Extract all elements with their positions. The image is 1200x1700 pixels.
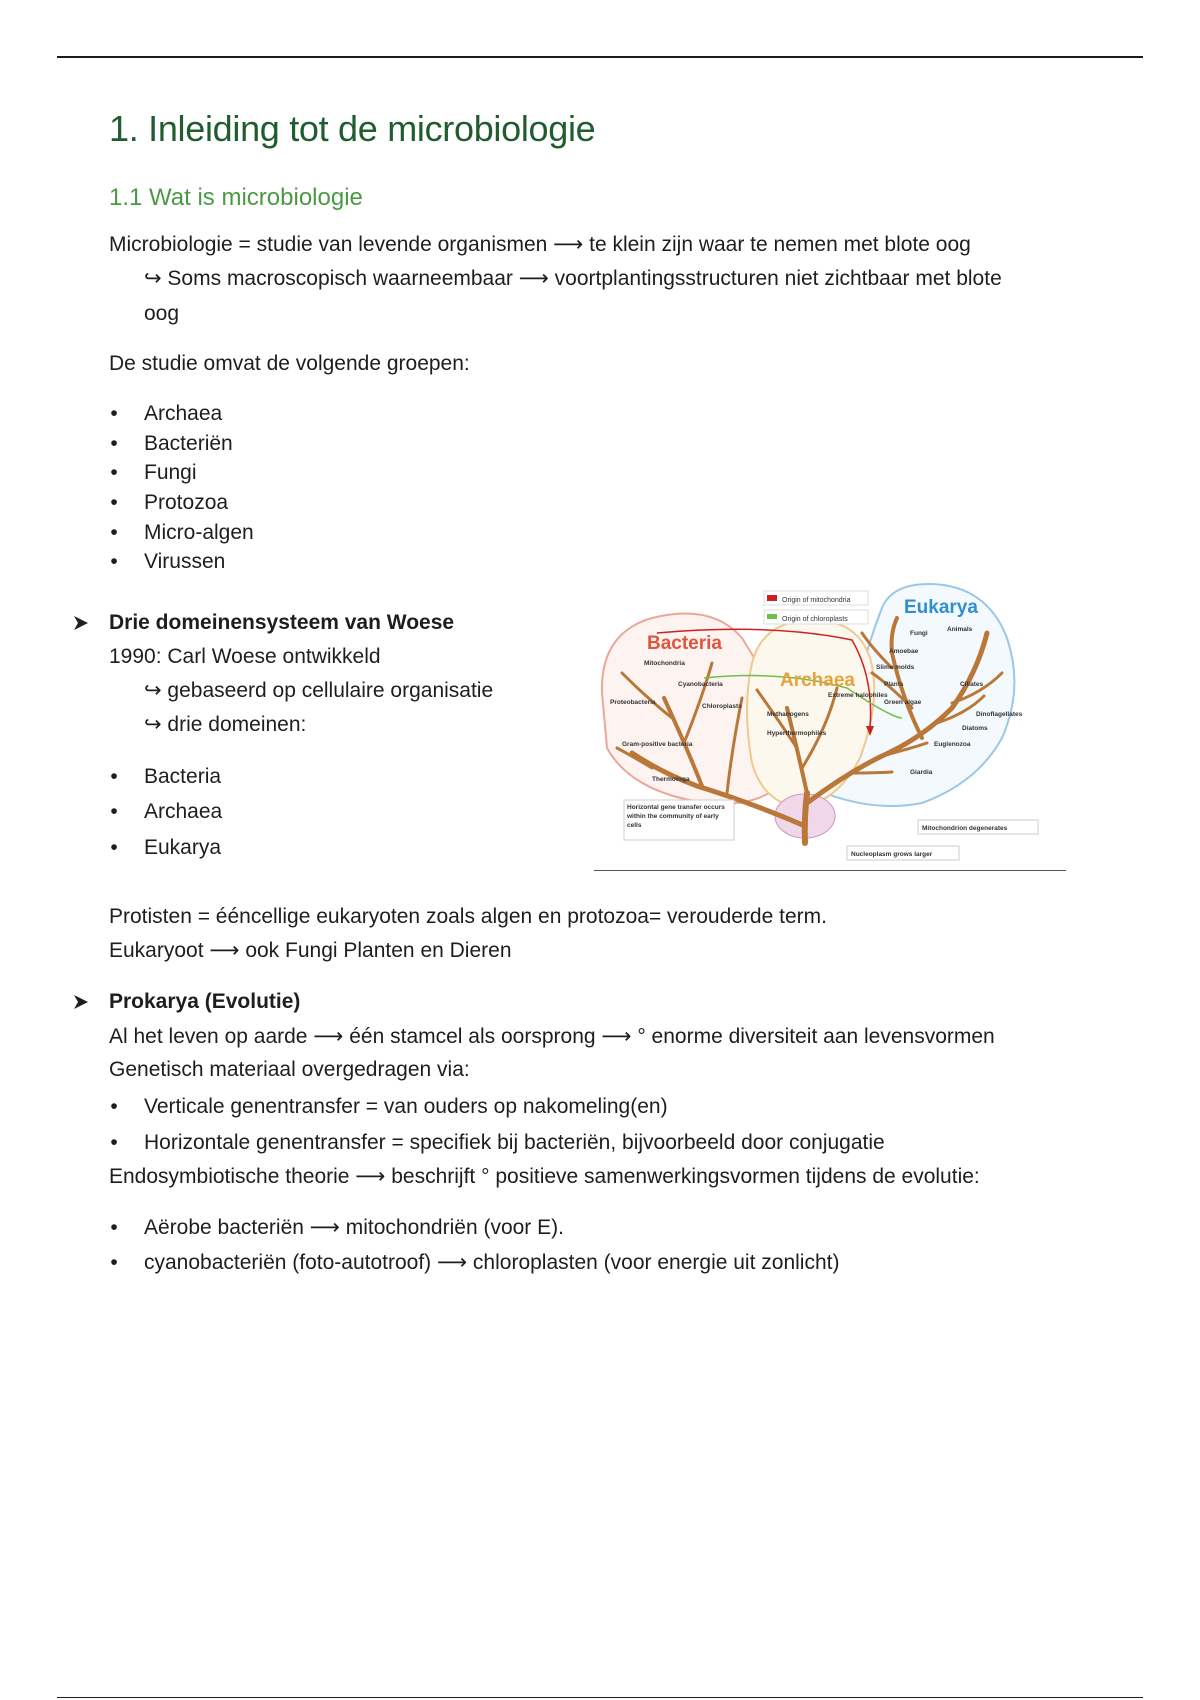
arrowhead-bullet-icon (72, 993, 90, 1011)
figure-baseline (594, 870, 1066, 871)
page-title: 1. Inleiding tot de microbiologie (109, 108, 596, 149)
bacteria-title: Bacteria (647, 633, 722, 654)
nucleoplasm-note: Nucleoplasm grows larger (851, 851, 933, 858)
bullet-icon: • (110, 836, 118, 859)
endo-line: Endosymbiotische theorie ⟶ beschrijft ° positieve samenwerkingsvormen tijdens de evolutie: (109, 1165, 980, 1188)
intro-line-2: ↪ Soms macroscopisch waarneembaar ⟶ voortplantingsstructuren niet zichtbaar met blote (144, 267, 1002, 290)
protists-line-1: Protisten = ééncellige eukaryoten zoals algen en protozoa= verouderde term. (109, 905, 827, 928)
label-extreme-halophiles: Extreme halophiles (828, 692, 888, 699)
bullet-icon: • (110, 461, 118, 484)
label-ciliates: Ciliates (960, 681, 984, 688)
label-fungi: Fungi (910, 630, 928, 637)
label-animals: Animals (947, 626, 973, 633)
bullet-icon: • (110, 1131, 118, 1154)
prokarya-line-1: Al het leven op aarde ⟶ één stamcel als oorsprong ⟶ ° enorme diversiteit aan levensvormen (109, 1025, 995, 1048)
prokarya-heading: Prokarya (Evolutie) (109, 990, 301, 1013)
bullet-icon: • (110, 765, 118, 788)
intro-line-3: oog (144, 302, 180, 325)
bullet-icon: • (110, 402, 118, 425)
label-mitochondria: Mitochondria (644, 660, 685, 667)
label-plants: Plants (884, 681, 904, 688)
label-proteobacteria: Proteobacteria (610, 699, 656, 706)
label-hyperthermophiles: Hyperthermophiles (767, 730, 827, 737)
bullet-icon: • (110, 550, 118, 573)
archaea-title: Archaea (780, 670, 855, 691)
woese-line-1: 1990: Carl Woese ontwikkeld (109, 645, 381, 668)
label-diatoms: Diatoms (962, 725, 988, 732)
section-heading: 1.1 Wat is microbiologie (109, 184, 363, 211)
label-green-algae: Green algae (884, 699, 922, 706)
woese-line-3: ↪ drie domeinen: (144, 713, 307, 736)
protists-line-2: Eukaryoot ⟶ ook Fungi Planten en Dieren (109, 939, 512, 962)
chloro-legend-swatch (767, 614, 777, 619)
arrowhead-bullet-icon (72, 614, 90, 632)
bullet-icon: • (110, 1251, 118, 1274)
bullet-icon: • (110, 491, 118, 514)
groups-intro: De studie omvat de volgende groepen: (109, 352, 470, 375)
bullet-icon: • (110, 1216, 118, 1239)
hgt-note: Horizontal gene transfer occurs within the community of early cells (627, 804, 725, 829)
intro-line-1: Microbiologie = studie van levende organismen ⟶ te klein zijn waar te nemen met blote oog (109, 233, 971, 256)
label-dinoflagellates: Dinoflagellates (976, 711, 1023, 718)
label-cyanobacteria: Cyanobacteria (678, 681, 723, 688)
label-giardia: Giardia (910, 769, 933, 776)
label-amoebae: Amoebae (889, 648, 919, 655)
label-thermotoga: Thermotoga (652, 776, 690, 783)
eukarya-title: Eukarya (904, 597, 978, 618)
bullet-icon: • (110, 432, 118, 455)
woese-line-2: ↪ gebaseerd op cellulaire organisatie (144, 679, 494, 702)
label-methanogens: Methanogens (767, 711, 809, 718)
prokarya-line-2: Genetisch materiaal overgedragen via: (109, 1058, 470, 1081)
legend-mito-label: Origin of mitochondria (782, 597, 851, 604)
bullet-icon: • (110, 1095, 118, 1118)
legend-chloro-label: Origin of chloroplasts (782, 616, 848, 623)
phylogenetic-tree-figure (592, 578, 1068, 874)
bullet-icon: • (110, 800, 118, 823)
label-chloroplasts: Chloroplasts (702, 703, 742, 710)
footer-rule (57, 1697, 1143, 1698)
header-rule (57, 56, 1143, 58)
bullet-icon: • (110, 521, 118, 544)
label-euglenozoa: Euglenozoa (934, 741, 971, 748)
label-gram-positive: Gram-positive bacteria (622, 741, 693, 748)
woese-heading: Drie domeinensysteem van Woese (109, 611, 455, 634)
mito-degenerates-note: Mitochondrion degenerates (922, 825, 1008, 832)
label-slime-molds: Slime molds (876, 664, 915, 671)
mito-legend-swatch (767, 595, 777, 601)
